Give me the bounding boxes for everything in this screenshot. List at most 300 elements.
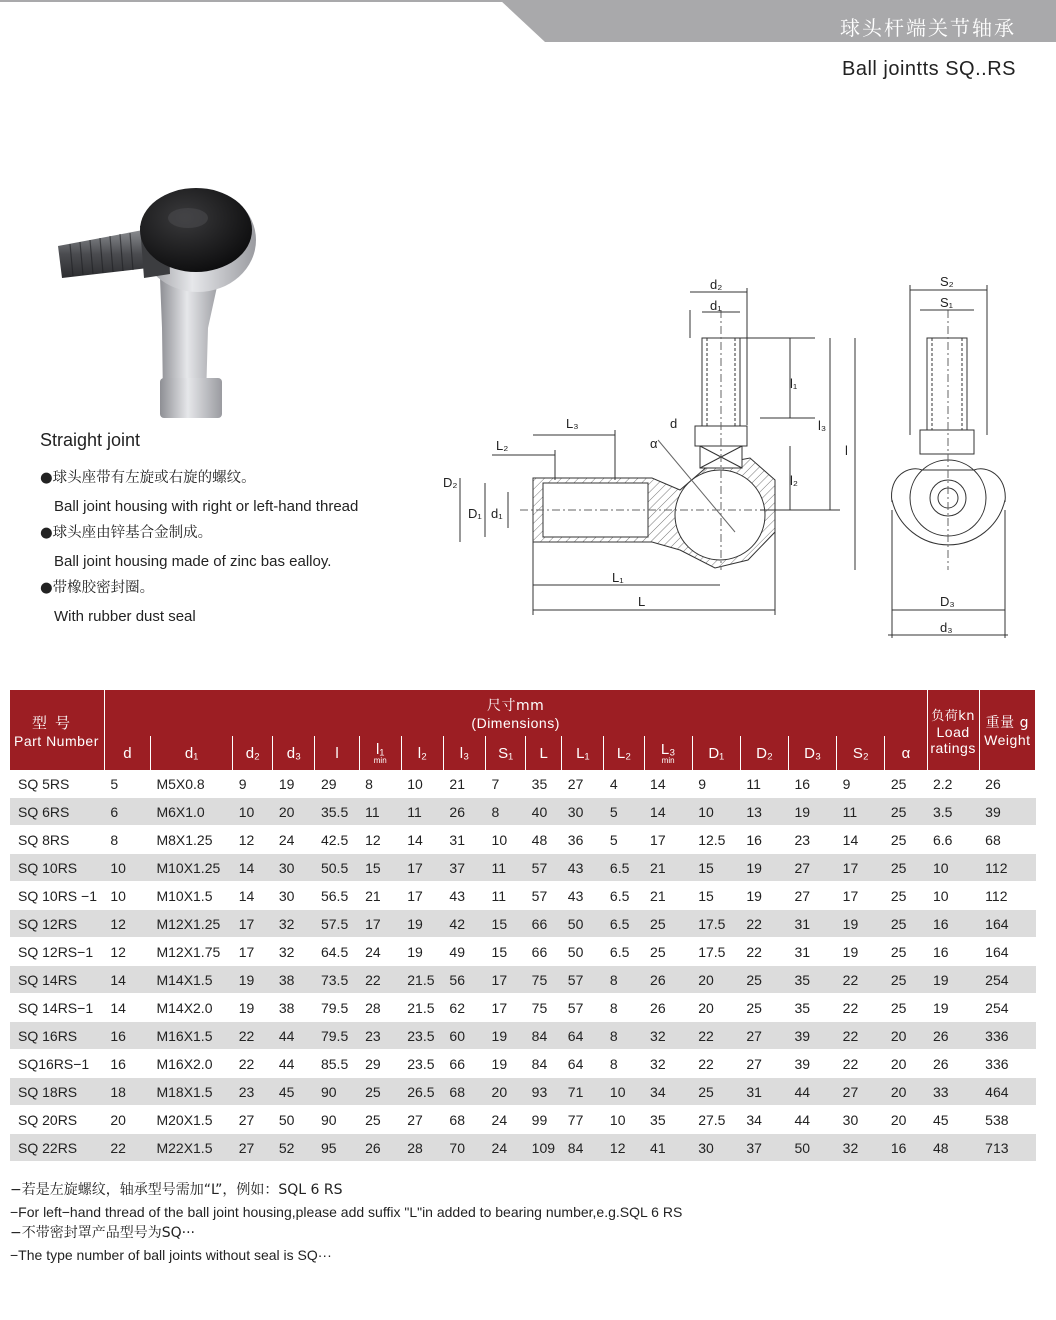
column-header [789,736,837,770]
table-cell: 336 [979,1022,1035,1050]
table-cell: 19 [927,994,979,1022]
table-cell: 22 [692,1022,740,1050]
label-S1: S₁ [940,295,954,310]
table-cell: 11 [401,798,443,826]
table-cell: M10X1.5 [150,882,232,910]
table-cell: 30 [692,1134,740,1162]
column-header-label: L [539,744,548,762]
table-cell: 25 [885,882,927,910]
column-header-label: S₂ [852,744,869,762]
table-cell: 10 [486,826,526,854]
table-cell: 29 [315,770,359,798]
table-cell: 39 [789,1050,837,1078]
table-cell: 32 [644,1050,692,1078]
part-number-cell: SQ 12RS [10,910,104,938]
table-cell: 24 [486,1106,526,1134]
table-cell: 49 [443,938,485,966]
column-header-label: L₃ [660,741,676,758]
table-cell: 26.5 [401,1078,443,1106]
table-cell: 15 [359,854,401,882]
label-d1-top: d₁ [710,298,722,313]
table-cell: 464 [979,1078,1035,1106]
table-cell: 19 [401,910,443,938]
table-row [10,994,1036,1022]
table-cell: 16 [740,826,788,854]
column-header-label: d₁ [184,744,199,762]
table-cell: 10 [604,1078,644,1106]
table-cell: 26 [927,1050,979,1078]
header-weight-cn: 重量 g [985,715,1029,731]
table-cell: 16 [789,770,837,798]
table-cell: 20 [692,966,740,994]
table-cell: 22 [837,1050,885,1078]
table-cell: 25 [644,938,692,966]
table-cell: 23 [233,1078,273,1106]
table-cell: 26 [443,798,485,826]
table-cell: 37 [443,854,485,882]
table-cell: 17 [401,882,443,910]
table-cell: 23.5 [401,1050,443,1078]
table-cell: 19 [740,882,788,910]
table-cell: 15 [486,910,526,938]
table-cell: 12 [233,826,273,854]
label-S2: S₂ [940,274,954,289]
table-cell: 35.5 [315,798,359,826]
table-cell: 50.5 [315,854,359,882]
table-cell: 41 [644,1134,692,1162]
table-cell: 11 [359,798,401,826]
label-d: d [670,416,678,431]
table-cell: 22 [233,1022,273,1050]
table-cell: 56 [443,966,485,994]
table-cell: 57 [526,854,562,882]
table-cell: 25 [885,994,927,1022]
label-l2: l₂ [790,473,798,488]
table-cell: 336 [979,1050,1035,1078]
table-cell: 19 [273,770,315,798]
column-header [150,736,232,770]
column-header-label: l₂ [417,744,427,762]
table-cell: 25 [692,1078,740,1106]
feature-1-en: Ball joint housing with right or left-hand thread [54,497,359,515]
table-cell: 68 [443,1106,485,1134]
table-cell: 19 [837,910,885,938]
table-cell: 8 [486,798,526,826]
table-cell: 43 [562,882,604,910]
table-cell: 10 [604,1106,644,1134]
table-cell: 37 [740,1134,788,1162]
table-cell: 12.5 [692,826,740,854]
table-cell: 77 [562,1106,604,1134]
table-cell: 30 [273,882,315,910]
table-cell: 713 [979,1134,1035,1162]
table-cell: 22 [837,1022,885,1050]
table-row [10,882,1036,910]
table-cell: 11 [486,854,526,882]
column-header-label: D₃ [804,744,822,762]
table-cell: 12 [104,910,150,938]
label-L2: L₂ [496,438,509,453]
part-number-cell: SQ 12RS−1 [10,938,104,966]
table-cell: 22 [740,938,788,966]
label-l: l [845,443,848,458]
table-cell: 14 [104,966,150,994]
header-weight [979,690,1035,770]
table-cell: 5 [604,798,644,826]
table-cell: 9 [837,770,885,798]
table-cell: M16X1.5 [150,1022,232,1050]
table-cell: 34 [644,1078,692,1106]
table-cell: 44 [273,1022,315,1050]
table-cell: 95 [315,1134,359,1162]
table-cell: M14X1.5 [150,966,232,994]
table-cell: 12 [359,826,401,854]
note-3: −不带密封罩产品型号为SQ··· [10,1225,195,1241]
column-header [837,736,885,770]
table-cell: 23 [789,826,837,854]
column-header-label: d [123,744,132,762]
table-cell: 30 [837,1106,885,1134]
column-header-label: d₃ [286,744,302,762]
table-cell: 57 [562,966,604,994]
header-dims-en: (Dimensions) [471,715,560,731]
table-cell: 19 [837,938,885,966]
table-cell: 22 [837,994,885,1022]
table-cell: 21 [359,882,401,910]
table-cell: 25 [885,770,927,798]
table-cell: 66 [526,910,562,938]
part-number-cell: SQ 20RS [10,1106,104,1134]
column-header [233,736,273,770]
table-cell: 22 [104,1134,150,1162]
table-cell: 38 [273,966,315,994]
table-cell: 20 [104,1106,150,1134]
table-cell: 56.5 [315,882,359,910]
column-header [359,736,401,770]
table-cell: 15 [692,882,740,910]
table-cell: 84 [562,1134,604,1162]
table-row [10,966,1036,994]
table-cell: 109 [526,1134,562,1162]
table-cell: 50 [562,910,604,938]
table-cell: 35 [644,1106,692,1134]
table-cell: 20 [885,1078,927,1106]
header-load-cn: 负荷kn [931,708,975,724]
table-cell: 26 [927,1022,979,1050]
table-cell: 11 [740,770,788,798]
table-cell: 28 [359,994,401,1022]
column-header [315,736,359,770]
table-cell: 17.5 [692,910,740,938]
column-header-label: α [901,744,911,762]
table-cell: 254 [979,966,1035,994]
table-cell: 28 [401,1134,443,1162]
table-cell: 27 [740,1050,788,1078]
table-cell: 26 [979,770,1035,798]
label-d1-side: d₁ [491,506,503,521]
table-cell: 93 [526,1078,562,1106]
table-cell: 14 [837,826,885,854]
part-number-cell: SQ 5RS [10,770,104,798]
table-cell: 8 [604,1022,644,1050]
table-cell: 32 [273,910,315,938]
table-cell: 79.5 [315,994,359,1022]
table-cell: 38 [273,994,315,1022]
table-cell: 21 [644,882,692,910]
table-cell: M8X1.25 [150,826,232,854]
table-cell: 27 [789,882,837,910]
feature-1-cn: ●球头座带有左旋或右旋的螺纹。 [40,470,256,486]
table-cell: M16X2.0 [150,1050,232,1078]
table-cell: 50 [789,1134,837,1162]
table-cell: 42.5 [315,826,359,854]
table-cell: 25 [885,966,927,994]
table-cell: 40 [526,798,562,826]
table-cell: 19 [486,1050,526,1078]
table-cell: 26 [644,994,692,1022]
column-header-label: l [335,744,339,762]
table-cell: 31 [789,910,837,938]
column-header [443,736,485,770]
column-header-label: d₂ [245,744,260,762]
table-cell: M10X1.25 [150,854,232,882]
table-cell: 20 [885,1050,927,1078]
table-cell: 64 [562,1050,604,1078]
column-header-label: l₃ [459,744,470,762]
table-cell: 25 [740,966,788,994]
table-cell: M5X0.8 [150,770,232,798]
table-cell: 17 [837,854,885,882]
table-cell: 23.5 [401,1022,443,1050]
header-load [927,690,979,770]
part-number-cell: SQ 16RS [10,1022,104,1050]
part-number-cell: SQ 18RS [10,1078,104,1106]
table-cell: 17 [486,966,526,994]
table-cell: 22 [740,910,788,938]
table-cell: 35 [789,966,837,994]
table-cell: 20 [885,1106,927,1134]
table-cell: 19 [486,1022,526,1050]
column-header-label: S₁ [498,744,514,762]
table-cell: 23 [359,1022,401,1050]
table-cell: 52 [273,1134,315,1162]
table-cell: 64.5 [315,938,359,966]
table-cell: 32 [837,1134,885,1162]
table-cell: 17 [837,882,885,910]
table-cell: 26 [359,1134,401,1162]
table-cell: 5 [604,826,644,854]
column-header-sub: min [661,756,675,765]
table-cell: 27 [233,1106,273,1134]
column-header-row [10,736,1036,770]
table-cell: 73.5 [315,966,359,994]
table-cell: 9 [233,770,273,798]
table-cell: 12 [604,1134,644,1162]
column-header [273,736,315,770]
table-cell: 3.5 [927,798,979,826]
label-d3: d₃ [940,620,953,635]
note-4: −The type number of ball joints without seal is SQ··· [10,1246,332,1263]
table-cell: 8 [604,994,644,1022]
table-row [10,1134,1036,1162]
table-cell: 22 [233,1050,273,1078]
table-cell: 10 [692,798,740,826]
table-cell: 90 [315,1078,359,1106]
table-cell: 31 [789,938,837,966]
table-cell: 10 [104,854,150,882]
table-cell: 44 [789,1106,837,1134]
table-cell: 164 [979,938,1035,966]
header-dimensions [104,690,927,736]
table-cell: 10 [927,854,979,882]
header-model [10,690,104,770]
table-cell: 19 [789,798,837,826]
table-cell: 14 [644,798,692,826]
column-header-sub: min [373,756,387,765]
table-cell: 27.5 [692,1106,740,1134]
part-number-cell: SQ 14RS−1 [10,994,104,1022]
table-cell: 50 [562,938,604,966]
note-2: −For left−hand thread of the ball joint housing,please add suffix "L"in added to bearing number,e.g.SQL 6 RS [10,1203,683,1220]
header-weight-en: Weight [984,732,1031,748]
table-cell: M6X1.0 [150,798,232,826]
table-cell: 14 [401,826,443,854]
table-cell: 22 [359,966,401,994]
table-cell: 25 [885,938,927,966]
table-cell: 20 [885,1022,927,1050]
table-cell: 20 [486,1078,526,1106]
table-cell: 71 [562,1078,604,1106]
table-cell: 21.5 [401,994,443,1022]
column-header [644,736,692,770]
table-cell: 45 [273,1078,315,1106]
table-cell: 6.6 [927,826,979,854]
table-cell: 68 [979,826,1035,854]
table-cell: 17.5 [692,938,740,966]
table-cell: 112 [979,854,1035,882]
table-cell: 75 [526,994,562,1022]
table-cell: 8 [604,1050,644,1078]
table-cell: 6 [104,798,150,826]
table-cell: 10 [233,798,273,826]
feature-3-en: With rubber dust seal [54,607,196,625]
table-cell: 17 [359,910,401,938]
table-row [10,1106,1036,1134]
table-cell: 25 [885,798,927,826]
column-header [104,736,150,770]
table-cell: 42 [443,910,485,938]
table-cell: 70 [443,1134,485,1162]
table-cell: 68 [443,1078,485,1106]
table-cell: 19 [401,938,443,966]
table-cell: 29 [359,1050,401,1078]
table-cell: 10 [401,770,443,798]
table-row [10,854,1036,882]
feature-3-cn: ●带橡胶密封圈。 [40,580,155,596]
table-row [10,770,1036,798]
label-L: L [638,594,646,609]
table-cell: 25 [885,854,927,882]
table-cell: 15 [692,854,740,882]
column-header [486,736,526,770]
table-cell: 14 [233,882,273,910]
table-cell: M12X1.25 [150,910,232,938]
table-cell: 32 [644,1022,692,1050]
table-cell: 84 [526,1022,562,1050]
table-cell: 10 [104,882,150,910]
spec-table [10,690,1036,1162]
table-cell: 5 [104,770,150,798]
table-row [10,1022,1036,1050]
table-cell: 48 [927,1134,979,1162]
header-load-en1: Load [936,723,970,740]
table-cell: 43 [562,854,604,882]
table-row [10,1078,1036,1106]
column-header [885,736,927,770]
table-cell: 66 [443,1050,485,1078]
table-cell: 57 [526,882,562,910]
column-header-label: L₂ [616,744,632,762]
table-cell: 6.5 [604,910,644,938]
header-en-title: Ball jointts SQ..RS [841,58,1016,80]
header-load-en2: ratings [930,739,976,756]
table-cell: 27 [233,1134,273,1162]
table-cell: 25 [359,1078,401,1106]
table-cell: 26 [644,966,692,994]
table-cell: 22 [837,966,885,994]
label-l1: l₁ [790,376,798,391]
label-D2: D₂ [443,475,458,490]
table-cell: M14X2.0 [150,994,232,1022]
description-title: Straight joint [40,430,141,450]
table-cell: 31 [443,826,485,854]
table-cell: 538 [979,1106,1035,1134]
header-model-en: Part Number [14,732,99,749]
table-cell: 48 [526,826,562,854]
table-cell: 44 [273,1050,315,1078]
header-cn-title: 球头杆端关节轴承 [840,16,1016,40]
column-header-label: l₁ [375,741,385,758]
table-cell: 17 [233,938,273,966]
table-cell: 19 [233,994,273,1022]
table-cell: 30 [273,854,315,882]
table-cell: M12X1.75 [150,938,232,966]
table-cell: 90 [315,1106,359,1134]
table-cell: 14 [644,770,692,798]
table-cell: 27 [740,1022,788,1050]
table-cell: 24 [359,938,401,966]
table-cell: 27 [401,1106,443,1134]
table-cell: 8 [359,770,401,798]
table-cell: 19 [740,854,788,882]
table-cell: 25 [885,910,927,938]
table-row [10,826,1036,854]
table-cell: 16 [885,1134,927,1162]
table-cell: 18 [104,1078,150,1106]
table-cell: 27 [789,854,837,882]
table-row [10,798,1036,826]
table-cell: M20X1.5 [150,1106,232,1134]
table-cell: 33 [927,1078,979,1106]
table-row [10,1050,1036,1078]
table-row [10,910,1036,938]
table-cell: 16 [104,1022,150,1050]
table-cell: 13 [740,798,788,826]
table-cell: 31 [740,1078,788,1106]
table-cell: 112 [979,882,1035,910]
feature-description [40,430,440,630]
column-header [526,736,562,770]
